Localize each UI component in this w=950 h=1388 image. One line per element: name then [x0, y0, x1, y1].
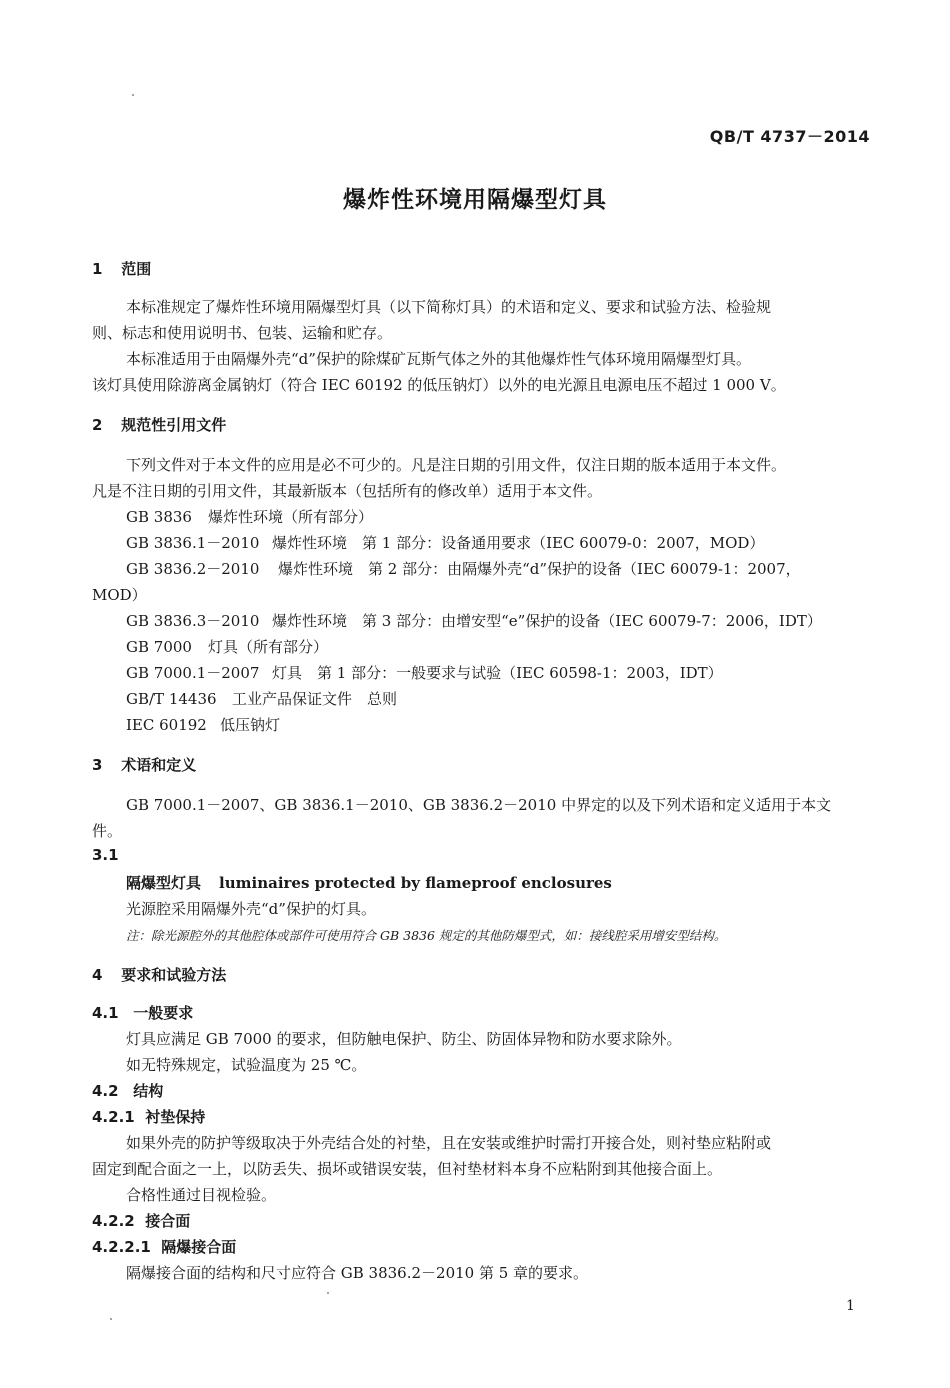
reference-code: GB 7000: [126, 638, 192, 656]
reference-title: 灯具（所有部分）: [208, 638, 329, 656]
subsection-4-1-para-2: 如无特殊规定，试验温度为 25 ℃。: [126, 1056, 367, 1074]
scan-speck: [132, 94, 134, 96]
subsection-4-2-2-1-para-1: 隔爆接合面的结构和尺寸应符合 GB 3836.2－2010 第 5 章的要求。: [126, 1264, 589, 1282]
subsection-4-2-2-heading: [92, 1210, 190, 1231]
section-2-para-1-line-2: 凡是不注日期的引用文件，其最新版本（包括所有的修改单）适用于本文件。: [92, 482, 603, 500]
section-number: 3: [92, 756, 103, 774]
reference-title: 爆炸性环境（所有部分）: [208, 508, 374, 526]
section-1-para-1-line-2: 则、标志和使用说明书、包装、运输和贮存。: [92, 324, 393, 342]
subsection-title: 一般要求: [133, 1004, 194, 1022]
section-1-para-1-line-1: 本标准规定了爆炸性环境用隔爆型灯具（以下简称灯具）的术语和定义、要求和试验方法、检验规: [126, 298, 772, 316]
subsection-number: 4.1: [92, 1004, 119, 1022]
section-title: 术语和定义: [121, 756, 197, 774]
reference-item: [126, 636, 328, 657]
reference-item-continuation: MOD）: [92, 586, 147, 604]
section-3-para-1-line-1: GB 7000.1－2007、GB 3836.1－2010、GB 3836.2－2010 中界定的以及下列术语和定义适用于本文: [126, 796, 832, 814]
reference-code: IEC 60192: [126, 716, 207, 734]
reference-code: GB 3836: [126, 508, 192, 526]
subsection-4-2-1-para-1-line-1: 如果外壳的防护等级取决于外壳结合处的衬垫，且在安装或维护时需打开接合处，则衬垫应粘附或: [126, 1134, 772, 1152]
section-1-para-2-line-1: 本标准适用于由隔爆外壳“d”保护的除煤矿瓦斯气体之外的其他爆炸性气体环境用隔爆型灯具。: [126, 350, 751, 368]
subsection-title: 衬垫保持: [145, 1108, 206, 1126]
reference-title: 爆炸性环境 第 2 部分：由隔爆外壳“d”保护的设备（IEC 60079-1：2007，: [278, 560, 801, 578]
subsection-4-2-heading: [92, 1080, 163, 1101]
section-number: 1: [92, 260, 103, 278]
reference-item: [126, 714, 280, 735]
reference-title: 工业产品保证文件 总则: [232, 690, 398, 708]
subsection-title: 结构: [133, 1082, 164, 1100]
reference-code: GB 3836.1－2010: [126, 534, 260, 552]
reference-item: [126, 662, 723, 683]
reference-title: 爆炸性环境 第 3 部分：由增安型“e”保护的设备（IEC 60079-7：2006，IDT）: [272, 612, 822, 630]
subsection-title: 接合面: [145, 1212, 191, 1230]
reference-item: [126, 688, 397, 709]
section-title: 要求和试验方法: [121, 966, 227, 984]
section-number: 4: [92, 966, 103, 984]
section-3-heading: [92, 754, 196, 775]
section-2-heading: [92, 414, 226, 435]
subsection-4-1-heading: [92, 1002, 193, 1023]
reference-title: 爆炸性环境 第 1 部分：设备通用要求（IEC 60079-0：2007，MOD）: [272, 534, 765, 552]
reference-code: GB 7000.1－2007: [126, 664, 260, 682]
reference-title: 灯具 第 1 部分：一般要求与试验（IEC 60598-1：2003，IDT）: [272, 664, 723, 682]
subsection-number: 4.2.2: [92, 1212, 135, 1230]
subsection-number: 4.2: [92, 1082, 119, 1100]
subsection-4-2-2-1-heading: [92, 1236, 236, 1257]
scan-speck: [110, 1318, 112, 1320]
document-number: QB/T 4737－2014: [709, 127, 870, 146]
section-1-para-2-line-2: 该灯具使用除游离金属钠灯（符合 IEC 60192 的低压钠灯）以外的电光源且电源电压不超过 1 000 V。: [92, 376, 786, 394]
section-2-para-1-line-1: 下列文件对于本文件的应用是必不可少的。凡是注日期的引用文件，仅注日期的版本适用于本文件。: [126, 456, 787, 474]
subsection-4-1-para-1: 灯具应满足 GB 7000 的要求，但防触电保护、防尘、防固体异物和防水要求除外。: [126, 1030, 682, 1048]
scan-speck: [327, 1292, 329, 1294]
term-english: luminaires protected by flameproof enclosures: [219, 874, 612, 892]
subsection-number: 4.2.2.1: [92, 1238, 151, 1256]
section-1-heading: [92, 258, 151, 279]
subsection-4-2-1-heading: [92, 1106, 205, 1127]
reference-code: GB 3836.2－2010: [126, 560, 260, 578]
section-title: 规范性引用文件: [121, 416, 227, 434]
term-chinese: 隔爆型灯具: [126, 874, 202, 892]
reference-item: [126, 558, 801, 579]
subsection-4-2-1-para-2: 合格性通过目视检验。: [126, 1186, 277, 1204]
subsection-number: 4.2.1: [92, 1108, 135, 1126]
document-title: 爆炸性环境用隔爆型灯具: [343, 187, 607, 213]
subsection-title: 隔爆接合面: [161, 1238, 237, 1256]
reference-item: [126, 506, 373, 527]
section-number: 2: [92, 416, 103, 434]
term-entry: [126, 872, 612, 893]
reference-title: 低压钠灯: [220, 716, 281, 734]
section-title: 范围: [121, 260, 152, 278]
section-3-para-1-line-2: 件。: [92, 822, 123, 840]
term-definition: 光源腔采用隔爆外壳“d”保护的灯具。: [126, 900, 376, 918]
term-note: 注：除光源腔外的其他腔体或部件可使用符合 GB 3836 规定的其他防爆型式，如：接线腔采用增安型结构。: [126, 928, 727, 943]
reference-item: [126, 532, 764, 553]
term-3-1-number: 3.1: [92, 846, 119, 864]
page-number: 1: [846, 1298, 855, 1314]
section-4-heading: [92, 964, 226, 985]
reference-code: GB/T 14436: [126, 690, 217, 708]
subsection-4-2-1-para-1-line-2: 固定到配合面之一上，以防丢失、损坏或错误安装，但衬垫材料本身不应粘附到其他接合面上。: [92, 1160, 723, 1178]
reference-code: GB 3836.3－2010: [126, 612, 260, 630]
reference-item: [126, 610, 822, 631]
